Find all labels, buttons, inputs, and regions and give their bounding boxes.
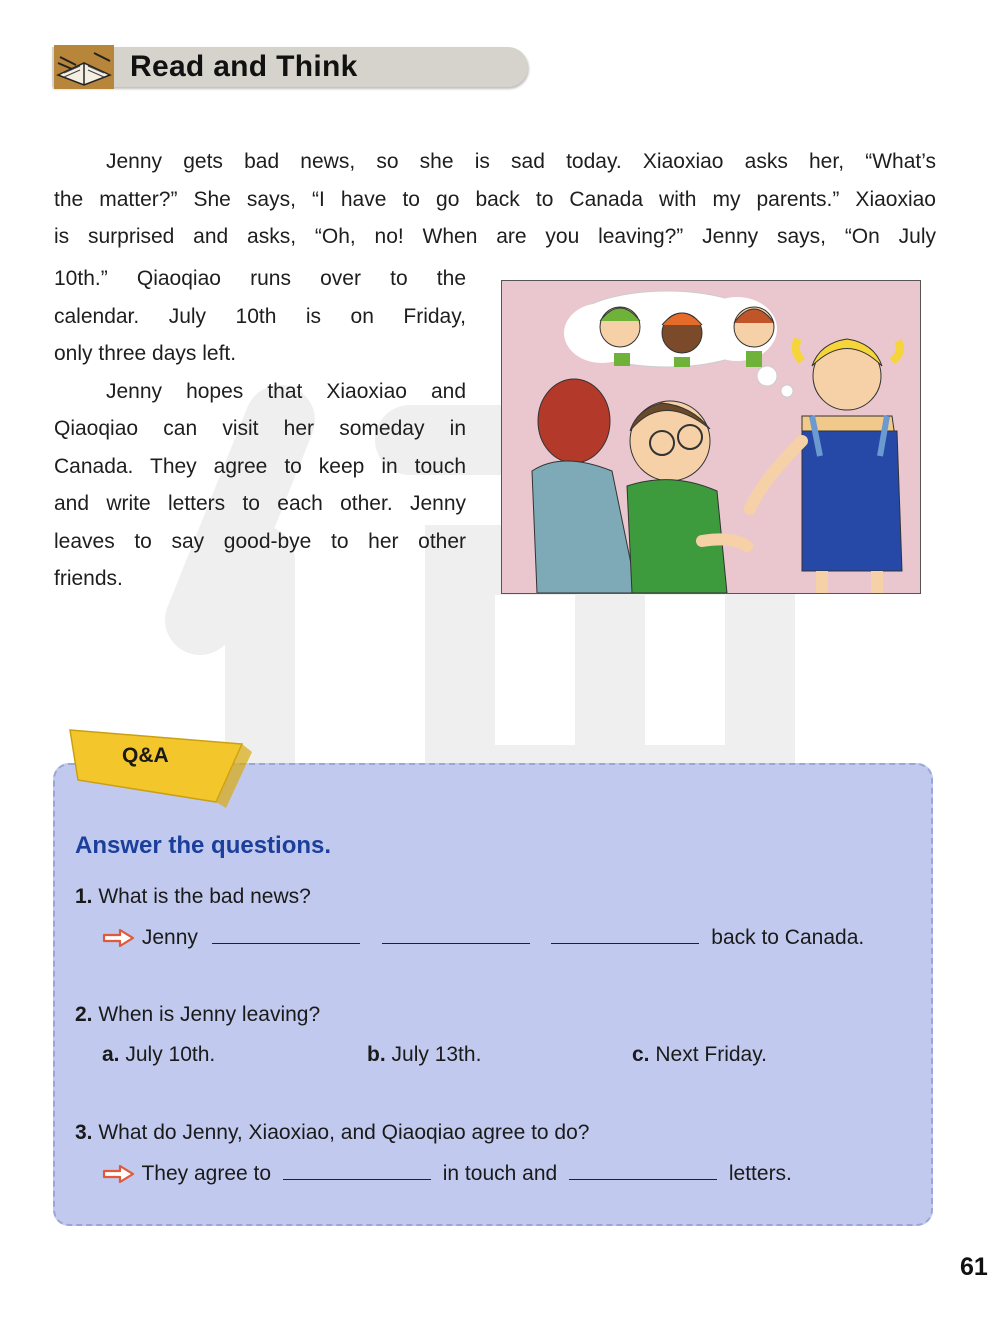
option-letter: c. — [632, 1043, 650, 1066]
question-text: What is the bad news? — [98, 885, 311, 908]
answer-start: Jenny — [141, 926, 198, 949]
question-number: 3. — [75, 1121, 93, 1144]
story-line: Canada. They agree to keep in touch — [54, 454, 466, 478]
answer-blank[interactable] — [212, 925, 360, 944]
option-letter: b. — [367, 1043, 386, 1066]
page-number: 61 — [960, 1253, 988, 1281]
question-1 — [75, 885, 311, 909]
arrow-right-icon — [102, 928, 136, 948]
answer-1 — [102, 925, 864, 950]
story-line: leaves to say good-bye to her other — [54, 529, 466, 553]
answer-3 — [102, 1161, 792, 1186]
story-line: calendar. July 10th is on Friday, — [54, 304, 466, 328]
answer-part: letters. — [728, 1162, 792, 1185]
answer-blank[interactable] — [569, 1161, 717, 1180]
answer-part: in touch and — [442, 1162, 558, 1185]
story-column-text — [54, 260, 466, 598]
story-illustration — [501, 280, 921, 594]
answer-blank[interactable] — [382, 925, 530, 944]
option-letter: a. — [102, 1043, 120, 1066]
story-line: friends. — [54, 567, 123, 590]
question-number: 2. — [75, 1003, 93, 1026]
story-line: 10th.” Qiaoqiao runs over to the — [54, 267, 466, 290]
qa-heading: Answer the questions. — [75, 832, 332, 859]
option-text: July 13th. — [391, 1043, 482, 1066]
option-b[interactable] — [367, 1043, 481, 1067]
question-text: When is Jenny leaving? — [98, 1003, 321, 1026]
answer-part: They agree to — [141, 1162, 272, 1185]
answer-blank[interactable] — [551, 925, 699, 944]
question-number: 1. — [75, 885, 93, 908]
question-2 — [75, 1003, 320, 1027]
story-line: Jenny hopes that Xiaoxiao and — [106, 379, 466, 403]
reading-book-icon — [54, 45, 114, 89]
story-line: the matter?” She says, “I have to go back to Canada with my parents.” Xiaoxiao — [54, 187, 936, 211]
option-text: July 10th. — [125, 1043, 216, 1066]
question-text: What do Jenny, Xiaoxiao, and Qiaoqiao agree to do? — [98, 1121, 590, 1144]
story-line: Jenny gets bad news, so she is sad today. Xiaoxiao asks her, “What’s — [106, 150, 936, 173]
story-line: and write letters to each other. Jenny — [54, 492, 466, 515]
option-text: Next Friday. — [655, 1043, 767, 1066]
story-line: is surprised and asks, “Oh, no! When are you leaving?” Jenny says, “On July — [54, 225, 936, 248]
option-c[interactable] — [632, 1043, 767, 1067]
arrow-right-icon — [102, 1164, 136, 1184]
story-paragraph-1 — [54, 143, 936, 256]
option-a[interactable] — [102, 1043, 215, 1067]
question-3 — [75, 1121, 589, 1145]
answer-blank[interactable] — [283, 1161, 431, 1180]
story-line: Qiaoqiao can visit her someday in — [54, 417, 466, 440]
illustration-drawing — [502, 281, 920, 593]
answer-end: back to Canada. — [711, 926, 865, 949]
story-line: only three days left. — [54, 342, 237, 365]
page-title: Read and Think — [130, 50, 358, 83]
qa-tag-label: Q&A — [122, 744, 169, 767]
